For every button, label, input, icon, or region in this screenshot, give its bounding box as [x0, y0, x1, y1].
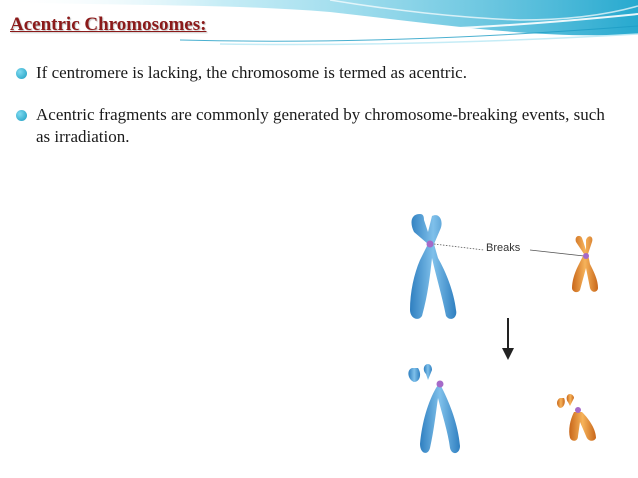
bullet-text: If centromere is lacking, the chromosome is termed as acentric. [36, 63, 467, 82]
orange-chromosome-broken [557, 394, 596, 441]
blue-chromosome-broken [408, 364, 460, 453]
bullet-item [14, 104, 614, 148]
orange-chromosome-intact [572, 236, 598, 292]
centromere-dot-icon [427, 241, 434, 248]
blue-chromosome-intact [410, 214, 456, 319]
centromere-dot-icon [437, 381, 444, 388]
bullet-text: Acentric fragments are commonly generated by chromosome-breaking events, such as irradiation. [36, 105, 605, 146]
bullet-item [14, 62, 614, 84]
bullet-dot-icon [16, 110, 27, 121]
centromere-dot-icon [575, 407, 581, 413]
centromere-dot-icon [583, 253, 589, 259]
arrow-down-icon [502, 318, 514, 360]
slide-title: Acentric Chromosomes: [10, 14, 207, 35]
bullet-list [14, 62, 614, 148]
breaks-label: Breaks [486, 242, 521, 254]
bullet-dot-icon [16, 68, 27, 79]
